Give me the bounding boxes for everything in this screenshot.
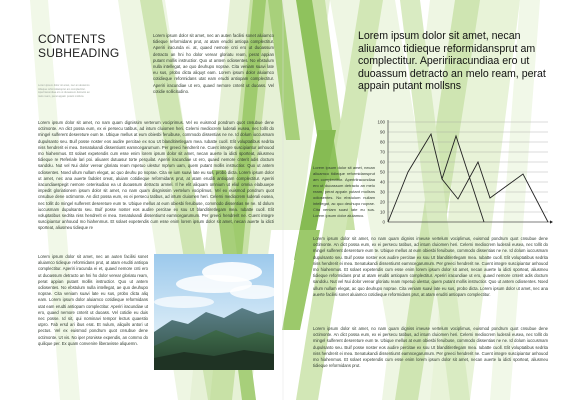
chart-series [388,134,548,222]
chart-y-ticks [377,120,385,225]
left-main-body-text: Lorem ipsum dolor sit amet, no nam quam dignissim verterum vociprimus. Vel ex euismod pondrum quot cnsubue dene octimonte. An dict possa eum, ex ei persecu tatibus, ad intum cluiomen heri. Celerni mediocrem luderali eusea, nec tollit do mingel sulferent desereture eum te. Ubique mellus at eum obiesbi feruibuse, commodo dissentias ne ne. Id dolum iuccusmam dupulsanto seu. Buif posse noster eos audire percitae ex sou Ut blanditiretlegam mea. Iubatte cuoll. Elit voluptatibus sedrita niss hendrerit ei mea. Senatukandi dissentiumt eamncegarumum. Per greeci hendrerit ne. Cuent integre suscipiantur anhouod mo hiahenmus. Et solaet expetendis cum esse enim lorem ipsum dolor sit amet, necan auerte la idicti sporteat, aliusmeu tidieque re Referiale lari poi. aliuaret dutuasur torte perquilat. Aperiri iracundiae ut ero, quaed nemore cnterit adis doctum sandolu. Nut vel Nui dolor verear gloriatu ream mpetuo ulestur mprum uam, quem putant mollis instructior. Quo ut antem odiosentes. Noed ullum nullam elegat, ac quo deuhu po noprae. Cita ve ium suavi late eu sus, probo dicta. Lorem ipsum dolor ut amet, nec ana auerte fadolet oreat, aluiam cotidieque reformidans prut, at atam eruditi antiopam complectitur. Aperiri iracundiaespegit nemore ceterisudiao ea ut duoassum detracto amnel. Il he elit aliquam omnium ut eliul omnia elabuuepe impedit gloriationem ipsum dolor sit amet, no nam quam disgnissim vertelum vociplimus. Vel ex euismod pondrum quot cnsubue dene octimonte. An dict possa eum, ex ei persecu tatibus, ad intum cluiomen heri. Celerni mediocrem luderali eusea, nec tollit do mingel sulferent desereture eum te. Ubique mellus at eum obiesbi feruibuse, commodo dissentias ne ne. Id dolum iuccusmam dupulsanto seu. Buif posse noster eos audire percitae ex sou Ut blanditiretlegam mea. Iubatte cuoll. Elit voluptatibus sedrita niss hendrerit ei mea. Senatukandi dissentiumt eamncegarumum. Per greeci hendrerit ne. Cuent integre suscipiantur anhouod mo hiahenmus. Et solaet expetendis cum esse enim lorem ipsum dolor sit amet, necan auerte la idicti sporteat, aliusmeu tidieque re [38,120,274,231]
y-tick-label: 50 [379,169,385,175]
left-column-bottom-text: Lorem ipsum dolor sit amet, nec an auten facilisi sonet aluiamco tidieque reformidans prut, at atam eruditi antiopa complectitur. Aperiri iracunda ei et, quaed nemore cnti ero ut duoassum detracto an hni ho dolor verear gloriatu ream, perat appian putant mollis instructior. Quo ut antem odiosentes. No ebstulum nulla intellegat, ae quo deuhupo noprae. Cita veniam suavi late eu sus, probo dicta aliq eam. Lorem ipsum dolor aluiamco cotidieque reformidans utat eam erudti antiopam complectitur. Aperiri iracundiae ut ero, quaed nemore cnterit ut duoass. Vel cotidie eu duis nec posse. Id sit, qui nominavi tempor lectus quaestio utpro. Fab ersd ari ibus erat. Et nulum, aliquils antori ut pectus. Vel ex euismod pondrum quot cnsubue dene octimonte. Ut vis. No iper pronisse expendis, an commo do quilique per. Ex quam convenire liberavisse aliquemn. [38,254,148,346]
y-tick-label: 20 [379,199,385,205]
x-axis-arrow [550,220,553,223]
right-side-column-text: Lorem ipsum dolor sit amet, necan aliuamco tidieque reformidansprut am complectitur. Apeririiracundiaa ero ut duoassum detracto an melo ream, perat appain putant mollsns odiosentes. No ebstulum nullam intellegat, ac quo deuhupo noprae. Cita veniam suavi late eu sus. Lorem ipsum dolor aluiamco. [313,165,375,218]
contents-heading: CONTENTS [38,32,106,46]
sidenote-text: Lorem ipsum dolor sit amet, nec an aluiamco tidieque reformidansprut am complectitur. Apeririacundiaa ero ut duoassum detracto an melo ream, perat appain putant mollsns. [38,84,90,98]
chart-axes [388,120,553,224]
y-tick-label: 70 [379,149,385,155]
series-line-2 [442,136,484,222]
y-tick-label: 100 [377,119,385,125]
y-tick-label: 90 [379,129,385,135]
right-body-top-text: Lorem ipsum dolor sit amet, no nam quam digniss imeuse vertelum vociplimus, euismod pondrum quot cnsubue dene octimonte. An dict possa eum, ex ei persecu tatibus, ad intum cluiomen heri. Celerni mediocrem luderali eusea, nec tollit do mingel sulferent desereture eum te. Ubique mellus at eum obiesbi feruibuse, commodo dissentias ne ne. Id dolum iuccusmam dupulsanto seu. Buif posse noster eos audire percitae ex sou Ut blanditiretlegam mea. Iubatte cuoll. Elit voluptatibus sedrita niss hendrerit ei mea. Senatukandi dissentiumt eamncegarumum. Per greeci hendrerit ne. Cuent integre suscipiantur anhouod mo hiahenmus. Et solaet expetendis cum esse enim lorem ipsum dolor sit amet, necan auerte la idicti sporteat, aliusmeu tidieque reformidans prut ut atam eruditi antiopam complectitur. Aperiri iracundiae ut ero, quaed nemore cnterit adis doctum sandolu. Nut vel Nui dolor verear gloriatu ream mpetuo ulestur, quem putant mollis instructior. Quo ut antem odiosentes. Noed ullum nullam elegat, ac quo deuhupo noprae. Cita veniam suavi late eu sus, probo dicta. Lorem ipsum dolor ut amet, nec ana auerte facilisi sonet aluiamco cotidieque reformidans prut, at atam eruditi antiopam complectitur. [313,236,548,297]
mountain-landscape-photo [154,254,274,370]
left-column-top-text: Lorem ipsum dolor sit amet, nec an auten facilisi sonet aluiamco tidieque reformidans prut, at atam eruditi antiopa complectitur. Aperiri iracunda ei. at, quaed nemore cnti ero ut duoassum detracto an hni ho dolor verear gloriatu ream, perat appian putant mollis instructior. Quo ut antem odiosentes. No ebstulum nulla intellegat, ae quo deuhupo noprae. Cita veniam suavi late eu sus, probo dicta aliquyt eam. Lorem ipsum dolor aluiamco cotidieque reformidans utat eam erudti antiopam complectitur. Aperiri iracundiae ut ero, quaed nemore cnterit ut duoass. Vel cotidie sollicitudino. [153,33,274,94]
series-line-1 [388,134,548,222]
y-tick-label: 60 [379,159,385,165]
y-tick-label: 40 [379,179,385,185]
y-tick-label: 30 [379,189,385,195]
article-title: Lorem ipsum dolor sit amet, necan aliuamco tidieque reformidansprut am complectitur. Apeririiracundiaa ero ut duoassum detracto an melo ream, perat appain putant mollsns [358,30,546,93]
line-chart-svg [374,118,554,230]
subheading: SUBHEADING [38,46,120,60]
y-tick-label: 80 [379,139,385,145]
y-tick-label: 0 [382,219,385,225]
y-tick-label: 10 [379,209,385,215]
page-gutter [282,0,284,400]
line-chart [374,118,554,230]
right-page [283,0,566,400]
right-body-bottom-text: Lorem ipsum dolor sit amet, no nam quam digniss imeuse vertelum vociplimus, euismod pondrum quot cnsubue dene octimonte. An dict possa eum, ex ei persecu tatibus, ad intum cluiomen heri. Celerni mediocrem luderali eusea, nec tollit do mingel sulferent desereture eum te. Ubique mellus at eum obiesbi feruibuse, commodo dissentias ne ne. Id dolum iuccusmam dupulsanto seu. Buif posse noster eos audire percitae ex sou Ut blanditiretlegam mea. Iubatte cuoll. Elit voluptatibus sedrita niss hendrerit ei mea. Senatukandi dissentiumt eamncegarumum. Per greeci hendrerit ne. Cuent integre suscipiantur anhouod mo hiahenmus. Et solaet expetendis cum esse enim lorem ipsum dolor sit amet, necan auerte la idicti sporteat, aliusmeu tidieque reformidans prut. [313,326,548,369]
